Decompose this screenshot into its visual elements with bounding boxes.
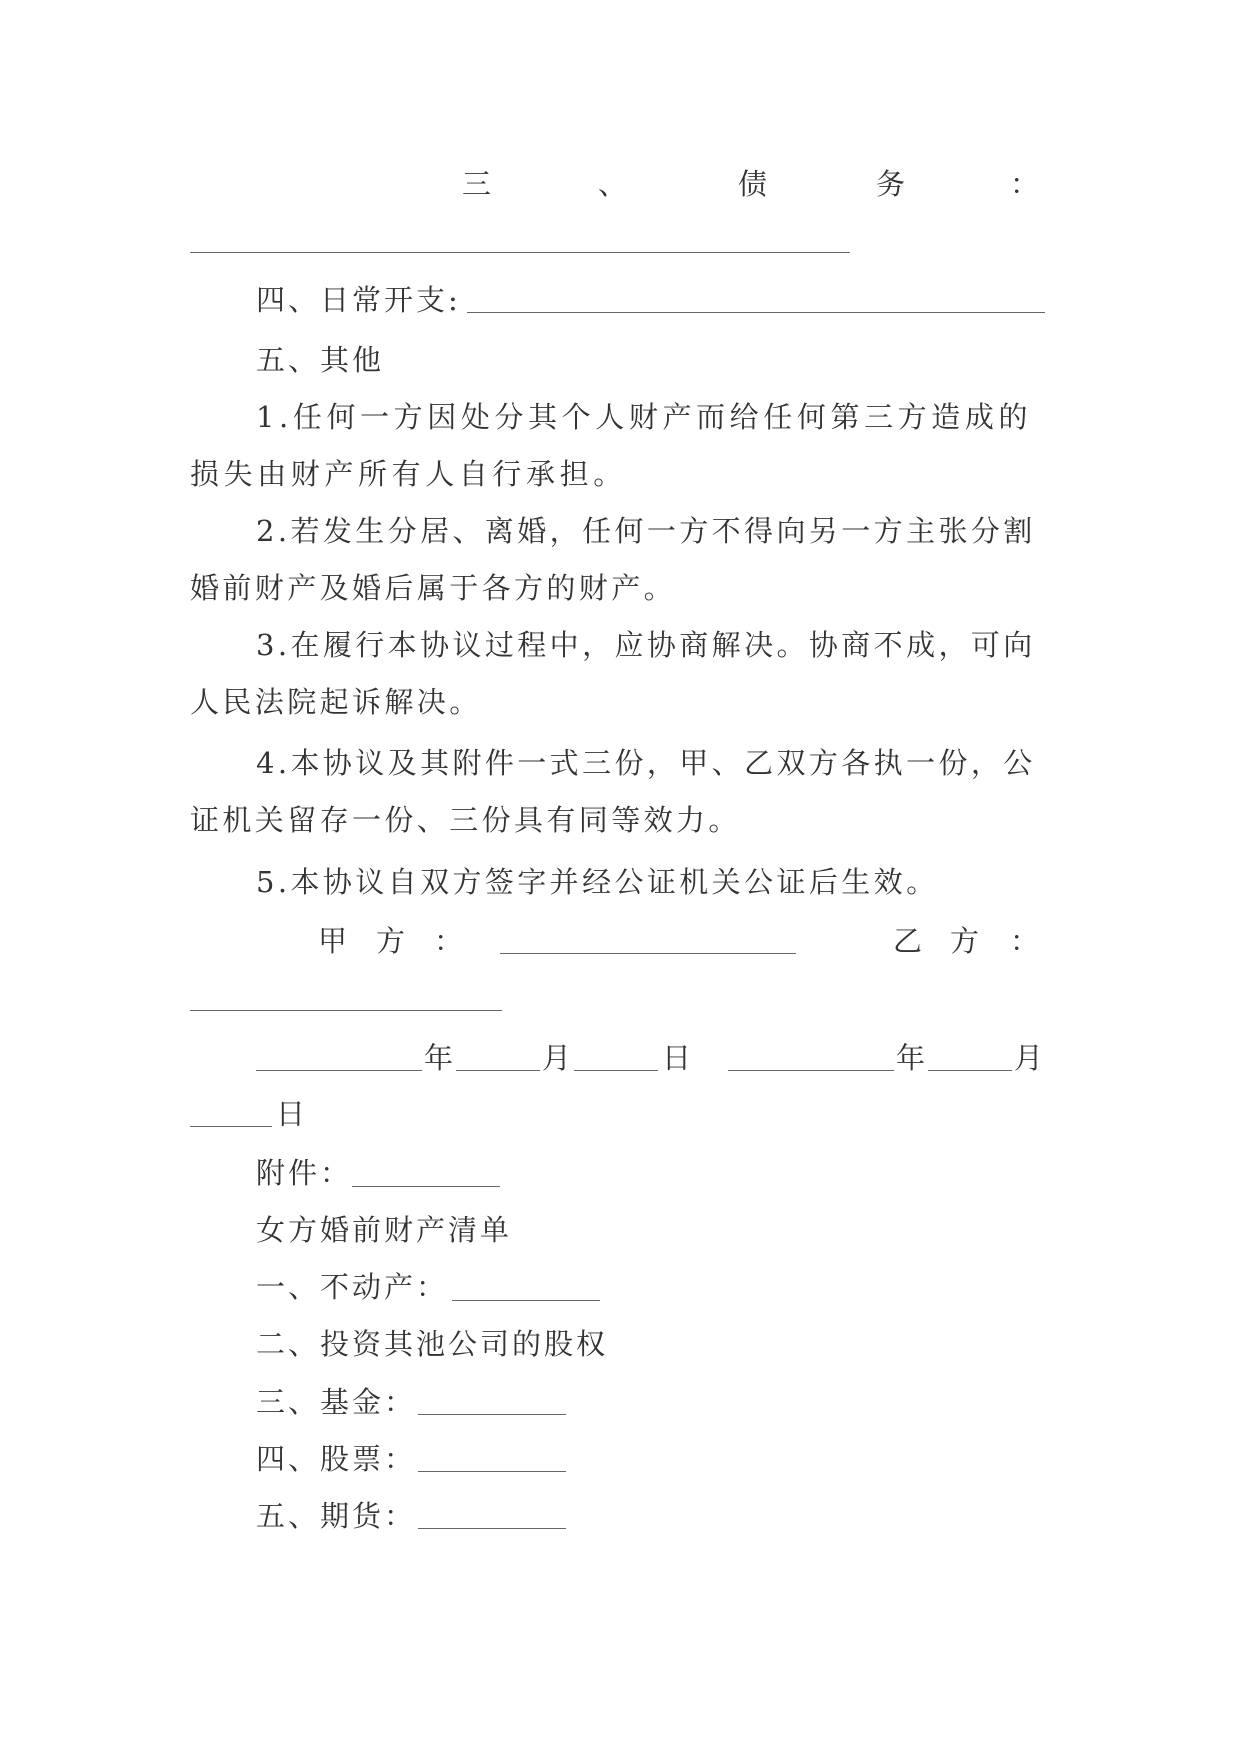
debt-char-5: ：	[1010, 167, 1040, 201]
party-a-char-2: 方	[376, 924, 406, 958]
list-item-stocks: 四、股票：	[256, 1442, 417, 1476]
clause-1-line-2: 损失由财产所有人自行承担。	[190, 457, 627, 491]
debt-char-2: 、	[598, 167, 628, 201]
date-a-month-blank	[456, 1070, 540, 1071]
funds-blank	[418, 1414, 566, 1415]
list-item-futures: 五、期货：	[256, 1499, 417, 1533]
date-b-year-blank	[728, 1070, 894, 1071]
clause-2-line-2: 婚前财产及婚后属于各方的财产。	[190, 571, 677, 605]
list-item-funds: 三、基金：	[256, 1385, 417, 1419]
clause-4-line-1: 4.本协议及其附件一式三份，甲、乙双方各执一份，公	[256, 746, 1036, 780]
party-b-char-2: 方	[950, 924, 980, 958]
debt-char-3: 债	[738, 167, 768, 201]
date-b-month-label: 月	[1014, 1041, 1044, 1075]
real-estate-blank	[452, 1300, 600, 1301]
date-a-day-blank	[574, 1070, 658, 1071]
others-heading: 五、其他	[256, 343, 385, 377]
property-list-title: 女方婚前财产清单	[256, 1213, 513, 1247]
stocks-blank	[418, 1471, 566, 1472]
attachment-line	[256, 1153, 1060, 1193]
date-a-day-label: 日	[662, 1041, 692, 1075]
party-a-char-3: ：	[434, 924, 464, 958]
party-b-blank	[190, 1010, 502, 1011]
debt-blank-line	[190, 252, 850, 253]
futures-blank	[418, 1528, 566, 1529]
attachment-blank	[352, 1186, 500, 1187]
party-b-char-3: ：	[1010, 924, 1040, 958]
clause-3-line-1: 3.在履行本协议过程中，应协商解决。协商不成，可向	[256, 628, 1036, 662]
date-a-year-blank	[256, 1070, 422, 1071]
date-a-month-label: 月	[542, 1041, 572, 1075]
clause-3-line-2: 人民法院起诉解决。	[190, 685, 482, 719]
clause-1-line-1: 1.任何一方因处分其个人财产而给任何第三方造成的	[256, 400, 1033, 434]
date-b-day-blank	[190, 1126, 272, 1127]
debt-char-1: 三	[462, 167, 492, 201]
list-item-equity: 二、投资其池公司的股权	[256, 1327, 609, 1361]
clause-2-line-1: 2.若发生分居、离婚，任何一方不得向另一方主张分割	[256, 514, 1036, 548]
date-b-year-label: 年	[896, 1041, 926, 1075]
clause-5: 5.本协议自双方签字并经公证机关公证后生效。	[256, 865, 939, 899]
daily-expense-line	[256, 280, 1060, 320]
debt-char-4: 务	[876, 167, 906, 201]
date-a-year-label: 年	[424, 1041, 454, 1075]
date-b-day-label: 日	[276, 1097, 306, 1131]
daily-expense-blank	[467, 312, 1045, 313]
party-b-char-1: 乙	[893, 924, 923, 958]
party-a-char-1: 甲	[318, 924, 348, 958]
daily-expense-label: 四、日常开支:	[256, 283, 461, 317]
date-b-month-blank	[928, 1070, 1012, 1071]
attachment-label: 附件：	[256, 1156, 353, 1190]
list-item-real-estate: 一、不动产：	[256, 1270, 449, 1304]
clause-4-line-2: 证机关留存一份、三份具有同等效力。	[190, 803, 741, 837]
party-a-blank	[500, 953, 796, 954]
